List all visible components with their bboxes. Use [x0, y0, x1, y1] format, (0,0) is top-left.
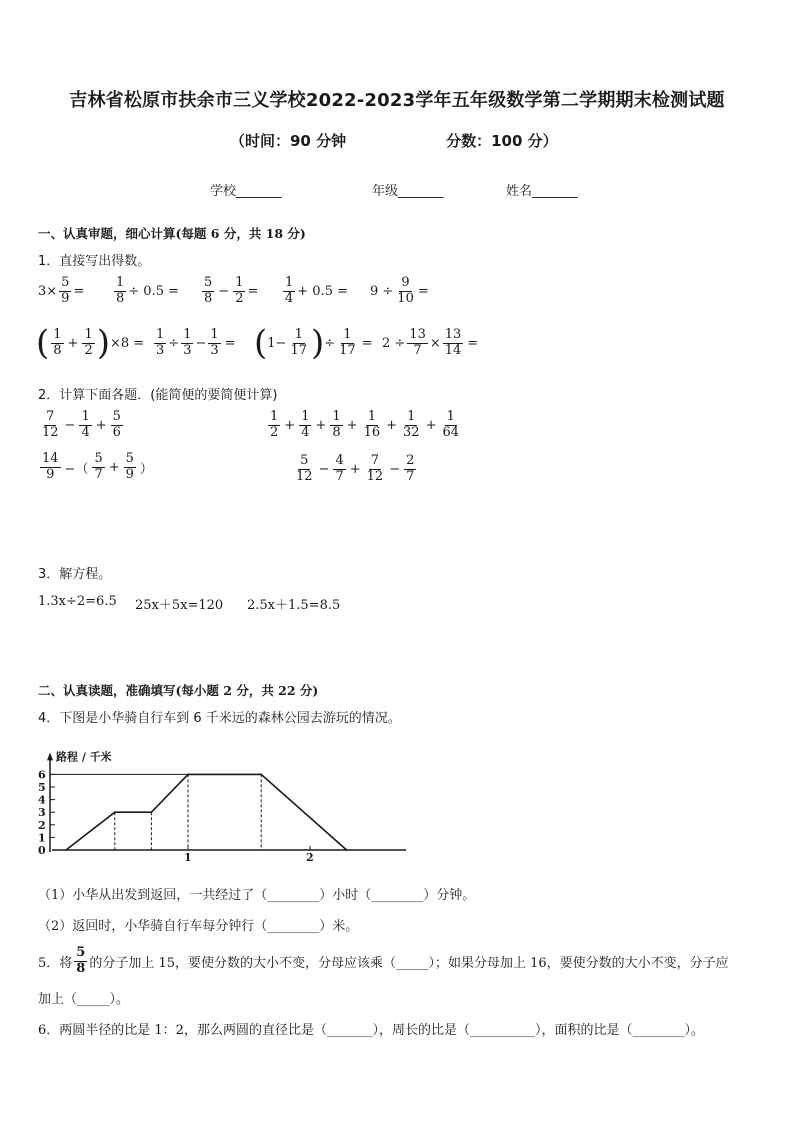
grade-field[interactable]: 年级_______: [372, 184, 444, 199]
q1-title: 1．直接写出得数。: [38, 254, 151, 269]
y-axis-label: 路程 / 千米: [56, 750, 112, 764]
q1-expr-2: $\frac{1}{8}$ ÷ 0.5 =: [116, 275, 180, 306]
y-tick-label: 1: [38, 831, 46, 845]
q6-text: 6．两圆半径的比是 1：2，那么两圆的直径比是（_______），周长的比是（__________），面积的比是（________）。: [38, 1023, 704, 1038]
section-2-title: 二、认真读题，准确填写(每小题 2 分，共 22 分): [38, 683, 319, 698]
time-limit: （时间：90 分钟: [230, 132, 347, 150]
y-axis-arrow: [47, 752, 53, 760]
q1-expr-4: $\frac{1}{4}$ + 0.5 =: [285, 275, 349, 306]
q4-part-1: （1）小华从出发到返回，一共经过了（________）小时（________）分钟。: [38, 888, 476, 903]
section-1-title: 一、认真审题，细心计算(每题 6 分，共 18 分): [38, 226, 306, 241]
name-field[interactable]: 姓名_______: [506, 184, 578, 199]
y-tick-label: 3: [38, 806, 46, 820]
q2-title: 2．计算下面各题．(能简便的要简便计算): [38, 388, 278, 403]
q5-line-1: 5．将 $\frac{5}{8}$ 的分子加上 15，要使分数的大小不变，分母应该乘（_____）；如果分母加上 16，要使分数的大小不变，分子应: [38, 945, 729, 976]
distance-time-chart: [36, 734, 406, 870]
y-tick-label: 2: [38, 818, 46, 832]
q3-equation-1: 1.3x÷2=6.5: [38, 594, 117, 609]
q3-equation-3: 2.5x＋1.5=8.5: [247, 598, 341, 613]
q1-expr-6: ( $\frac{1}{8}$ + $\frac{1}{2}$ ) ×8 =: [36, 323, 145, 363]
q1-expr-1: 3× $\frac{5}{9}$ =: [38, 275, 85, 306]
y-tick-label: 0: [38, 844, 46, 857]
chart-svg: [36, 734, 406, 866]
exam-meta: [230, 130, 558, 151]
q2-expr-1: $\frac{7}{12}$ − $\frac{1}{4}$ + $\frac{5}{6}$: [42, 409, 121, 440]
q2-expr-2: $\frac{1}{2}$ + $\frac{1}{4}$ + $\frac{1}{8}$ + $\frac{1}{16}$ + $\frac{1}{32}$ + $\frac{1}{64}$: [270, 409, 460, 440]
q2-expr-4: $\frac{5}{12}$ − $\frac{4}{7}$ + $\frac{7}{12}$ − $\frac{2}{7}$: [296, 453, 415, 484]
distance-series-line: [66, 774, 347, 850]
q4-title: 4．下图是小华骑自行车到 6 千米远的森林公园去游玩的情况。: [38, 711, 401, 726]
q5-line-2: 加上（_____）。: [38, 992, 130, 1007]
q1-expr-5: 9 ÷ $\frac{9}{10}$ =: [370, 275, 429, 306]
school-field[interactable]: 学校_______: [210, 184, 282, 199]
q1-expr-3: $\frac{5}{8}$ − $\frac{1}{2}$ =: [204, 275, 259, 306]
q3-title: 3．解方程。: [38, 567, 112, 582]
x-tick-label: 1: [184, 851, 192, 864]
y-tick-label: 6: [38, 768, 46, 782]
q1-expr-9: 2 ÷ $\frac{13}{7}$ × $\frac{13}{14}$ =: [382, 327, 479, 358]
page-title: 吉林省松原市扶余市三义学校2022-2023学年五年级数学第二学期期末检测试题: [69, 90, 725, 111]
q3-equation-2: 25x＋5x=120: [135, 598, 224, 613]
y-tick-label: 5: [38, 781, 46, 794]
q2-expr-3: $\frac{14}{9}$ −（ $\frac{5}{7}$ + $\frac{5}{9}$ ）: [42, 451, 153, 482]
q1-expr-7: $\frac{1}{3}$ ÷ $\frac{1}{3}$ − $\frac{1}{3}$ =: [156, 327, 236, 358]
x-tick-label: 2: [306, 851, 314, 864]
q1-expr-8: ( 1− $\frac{1}{17}$ ) ÷ $\frac{1}{17}$ =: [254, 323, 373, 363]
q4-part-2: （2）返回时，小华骑自行车每分钟行（________）米。: [38, 919, 359, 934]
y-tick-label: 4: [38, 793, 46, 807]
total-score: 分数：100 分）: [446, 132, 558, 150]
